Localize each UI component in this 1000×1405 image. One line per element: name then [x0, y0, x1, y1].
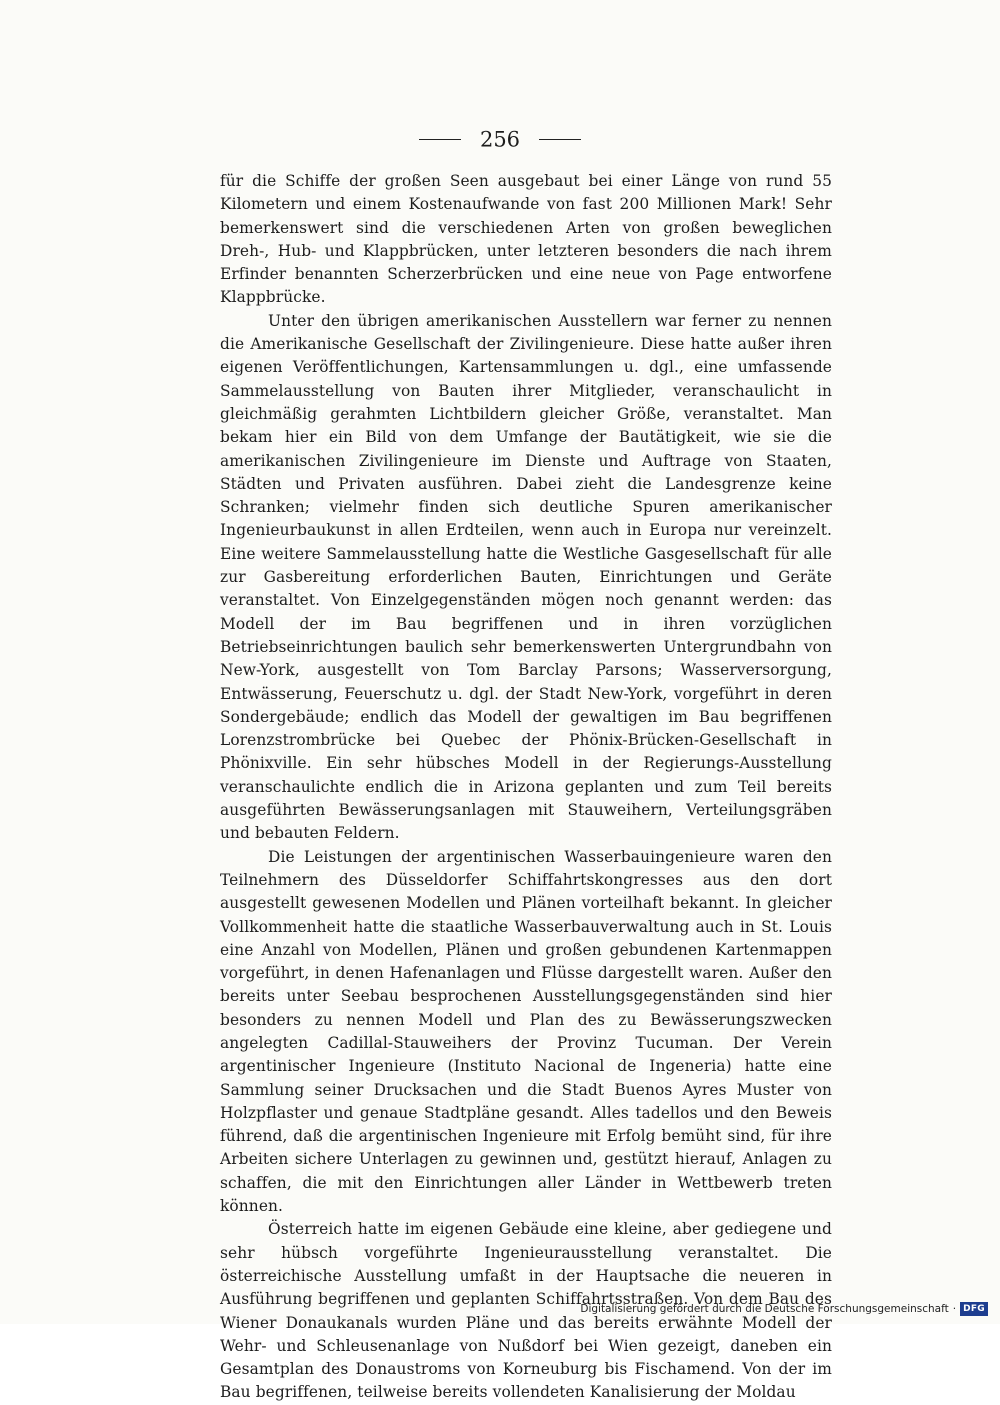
- body-text: [220, 170, 832, 1405]
- credit-separator: ·: [952, 1303, 957, 1315]
- paragraph-1: für die Schiffe der großen Seen ausgebaut bei einer Länge von rund 55 Kilometern und einem Kostenaufwande von fast 200 Millionen Mark! Sehr bemerkenswert sind die verschiedenen Arten von großen beweglichen Dreh-, Hub- und Klappbrücken, unter letzteren besonders die nach ihrem Erfinder benannten Scherzerbrücken und eine neue von Page entworfene Klappbrücke.: [220, 172, 832, 307]
- paragraph-2: Unter den übrigen amerikanischen Ausstellern war ferner zu nennen die Amerikanische Gesellschaft der Zivilingenieure. Diese hatte außer ihren eigenen Veröffentlichungen, Kartensammlungen u. dgl., eine umfassende Sammelausstellung von Bauten ihrer Mitglieder, veranschaulicht in gleichmäßig gerahmten Lichtbildern gleicher Größe, veranstaltet. Man bekam hier ein Bild von dem Umfange der Bautätigkeit, wie sie die amerikanischen Zivilingenieure im Dienste und Auftrage von Staaten, Städten und Privaten ausführen. Dabei zieht die Landesgrenze keine Schranken; vielmehr finden sich deutliche Spuren amerikanischer Ingenieurbaukunst in allen Erdteilen, wenn auch in Europa nur vereinzelt. Eine weitere Sammelausstellung hatte die Westliche Gasgesellschaft für alle zur Gasbereitung erforderlichen Bauten, Einrichtungen und Geräte veranstaltet. Von Einzelgegenständen mögen noch genannt werden: das Modell der im Bau begriffenen und in ihren vorzüglichen Betriebseinrichtungen baulich sehr bemerkenswerten Untergrundbahn von New-York, ausgestellt von Tom Barclay Parsons; Wasserversorgung, Entwässerung, Feuerschutz u. dgl. der Stadt New-York, vorgeführt in deren Sondergebäude; endlich das Modell der gewaltigen im Bau begriffenen Lorenzstrombrücke bei Quebec der Phönix-Brücken-Gesellschaft in Phönixville. Ein sehr hübsches Modell in der Regierungs-Ausstellung veranschaulichte endlich die in Arizona geplanten und zum Teil bereits ausgeführten Bewässerungsanlagen mit Stauweihern, Verteilungsgräben und bebauten Feldern.: [220, 311, 832, 843]
- paragraph-3: Die Leistungen der argentinischen Wasserbauingenieure waren den Teilnehmern des Düsseldorfer Schiffahrtskongresses aus den dort ausgestellt gewesenen Modellen und Plänen vorteilhaft bekannt. In gleicher Vollkommenheit hatte die staatliche Wasserbauverwaltung auch in St. Louis eine Anzahl von Modellen, Plänen und großen gebundenen Kartenmappen vorgeführt, in denen Hafenanlagen und Flüsse dargestellt waren. Außer den bereits unter Seebau besprochenen Ausstellungsgegenständen sind hier besonders zu nennen Modell und Plan des zu Bewässerungszwecken angelegten Cadillal-Stauweihers der Provinz Tucuman. Der Verein argentinischer Ingenieure (Instituto Nacional de Ingeneria) hatte eine Sammlung seiner Drucksachen und die Stadt Buenos Ayres Muster von Holzpflaster und genaue Stadtpläne gesandt. Alles tadellos und den Beweis führend, daß die argentinischen Ingenieure mit Erfolg bemüht sind, für ihre Arbeiten sichere Unterlagen zu gewinnen und, gestützt hierauf, Anlagen zu schaffen, die mit den Einrichtungen aller Länder in Wettbewerb treten können.: [220, 847, 832, 1216]
- header-rule-right: [539, 139, 581, 140]
- credit-text: Digitalisierung gefördert durch die Deutsche Forschungsgemeinschaft: [580, 1303, 949, 1315]
- page-header: [0, 124, 1000, 154]
- digitization-credit: [580, 1302, 988, 1316]
- dfg-logo-badge: DFG: [960, 1302, 988, 1316]
- header-rule-left: [419, 139, 461, 140]
- page-number: 256: [479, 127, 521, 152]
- paragraph-4: Österreich hatte im eigenen Gebäude eine kleine, aber gediegene und sehr hübsch vorgeführte Ingenieurausstellung veranstaltet. Die österreichische Ausstellung umfaßt in der Hauptsache die neueren in Ausführung begriffenen und geplanten Schiffahrtsstraßen. Von dem Bau des Wiener Donaukanals wurden Pläne und das bereits erwähnte Modell der Wehr- und Schleusenanlage von Nußdorf bei Wien gezeigt, daneben ein Gesamtplan des Donaustroms von Korneuburg bis Fischamend. Von der im Bau begriffenen, teilweise bereits vollendeten Kanalisierung der Moldau: [220, 1220, 832, 1402]
